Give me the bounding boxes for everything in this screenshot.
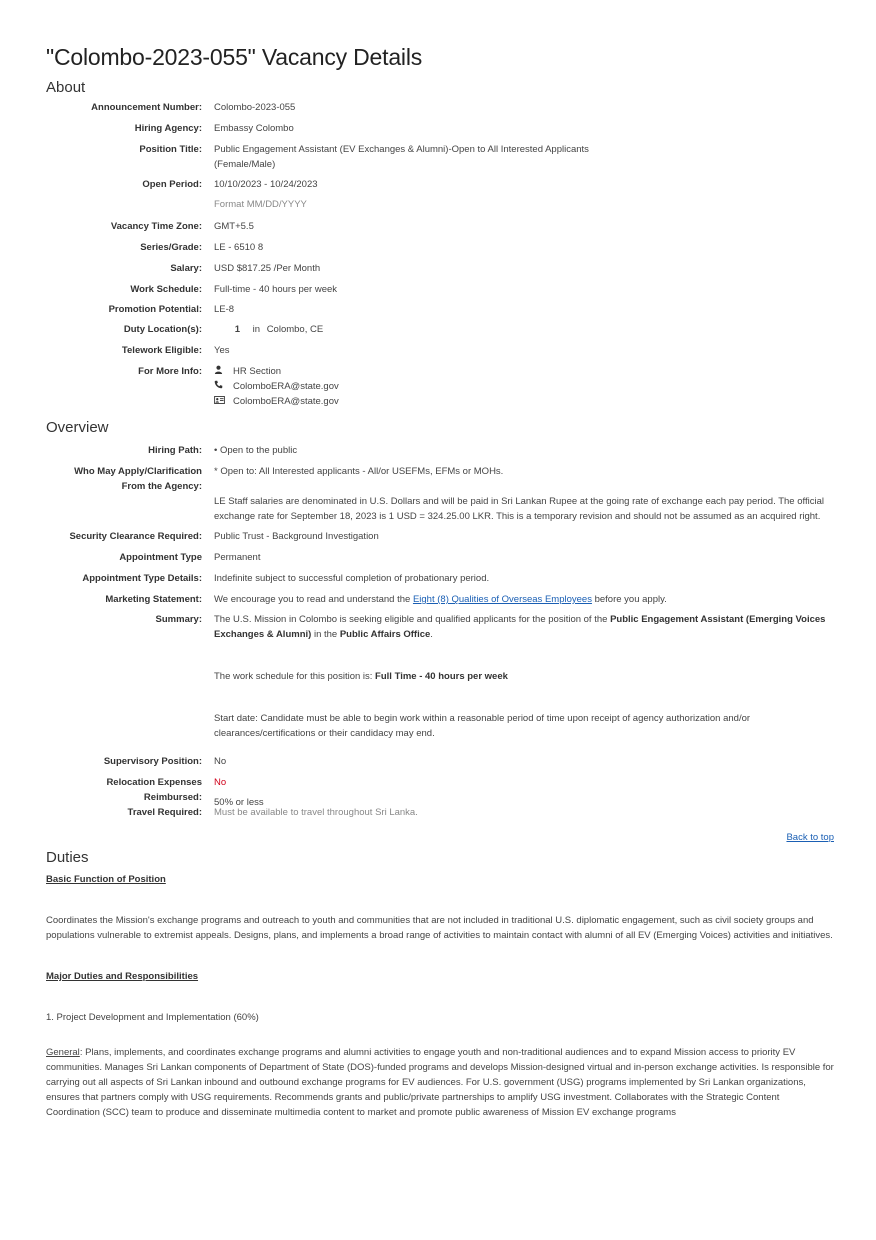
marketing-label: Marketing Statement: bbox=[105, 594, 202, 605]
duty-place: Colombo, CE bbox=[266, 324, 324, 335]
timezone-row bbox=[46, 219, 834, 234]
exchange-rate-note: LE Staff salaries are denominated in U.S. Dollars and will be paid in Sri Lankan Rupee at the going rate of exchange each pay period. The official exchange rate for September 18, 2023 is 1 USD = 324.25.00 LKR. This is a temporary revision and should not be assumed as an acquired right. bbox=[214, 496, 824, 522]
relocation-no: No bbox=[214, 777, 227, 788]
agency-label: Hiring Agency: bbox=[134, 123, 202, 134]
info-label: For More Info: bbox=[138, 366, 202, 377]
contact-name: HR Section bbox=[233, 366, 282, 377]
position-value bbox=[214, 142, 830, 172]
summary-paragraph-1 bbox=[214, 612, 830, 642]
announcement-label: Announcement Number: bbox=[91, 102, 202, 113]
position-value-line2: (Female/Male) bbox=[214, 159, 276, 170]
clearance-value: Public Trust - Background Investigation bbox=[214, 531, 379, 542]
summary-value bbox=[214, 612, 830, 741]
promotion-label: Promotion Potential: bbox=[108, 304, 202, 315]
grade-row bbox=[46, 240, 834, 255]
travel-value: Must be available to travel throughout Sri Lanka. bbox=[214, 807, 418, 818]
salary-label: Salary: bbox=[170, 263, 202, 274]
summary-paragraph-2 bbox=[214, 669, 830, 684]
vacancy-page bbox=[46, 42, 834, 1120]
telework-label: Telework Eligible: bbox=[121, 345, 202, 356]
promotion-value: LE-8 bbox=[214, 304, 235, 315]
period-row bbox=[46, 177, 834, 212]
summary-p2-schedule: Full Time - 40 hours per week bbox=[375, 671, 508, 682]
appointment-details-value: Indefinite subject to successful completion of probationary period. bbox=[214, 573, 490, 584]
contact-phone: ColomboERA@state.gov bbox=[233, 381, 339, 392]
marketing-pre: We encourage you to read and understand the bbox=[214, 594, 413, 605]
contact-email-line bbox=[214, 394, 830, 409]
hiring-path-row bbox=[46, 443, 834, 458]
phone-icon bbox=[214, 379, 227, 394]
announcement-row bbox=[46, 100, 834, 115]
major-duties-title: Major Duties and Responsibilities bbox=[46, 971, 199, 982]
basic-function-text: Coordinates the Mission's exchange programs and outreach to youth and communities that are not included in traditional U.S. diplomatic engagement, such as civil society groups and populations vulnerable to extremist appeals. Designs, plans, and implements a broad range of activities to maintain contact with alumni of all EV (Emerging Voices) activities and initiatives. bbox=[46, 915, 833, 941]
schedule-row bbox=[46, 282, 834, 297]
salary-value: USD $817.25 /Per Month bbox=[214, 263, 321, 274]
telework-value: Yes bbox=[214, 345, 230, 356]
relocation-label-line1: Relocation Expenses bbox=[106, 777, 202, 788]
who-label-line1: Who May Apply/Clarification bbox=[74, 466, 202, 477]
appointment-label: Appointment Type bbox=[119, 552, 202, 563]
schedule-value: Full-time - 40 hours per week bbox=[214, 284, 338, 295]
duty-row bbox=[46, 322, 834, 337]
general-label: General bbox=[46, 1047, 80, 1058]
appointment-value: Permanent bbox=[214, 552, 261, 563]
grade-value: LE - 6510 8 bbox=[214, 242, 264, 253]
hiring-path-value: • Open to the public bbox=[214, 445, 298, 456]
marketing-post: before you apply. bbox=[591, 594, 667, 605]
relocation-extra: 50% or less bbox=[214, 797, 264, 808]
schedule-label: Work Schedule: bbox=[130, 284, 202, 295]
contact-phone-line bbox=[214, 379, 830, 394]
summary-p1-office: Public Affairs Office bbox=[339, 629, 431, 640]
marketing-row bbox=[46, 592, 834, 607]
salary-row bbox=[46, 261, 834, 276]
summary-p1-text: The U.S. Mission in Colombo is seeking eligible and qualified applicants for the position of the bbox=[214, 614, 611, 625]
supervisory-label: Supervisory Position: bbox=[103, 756, 202, 767]
hiring-path-label: Hiring Path: bbox=[148, 445, 202, 456]
travel-label: Travel Required: bbox=[127, 807, 202, 818]
appointment-details-label: Appointment Type Details: bbox=[82, 573, 202, 584]
period-value: 10/10/2023 - 10/24/2023 bbox=[214, 179, 318, 190]
period-value-block bbox=[214, 177, 830, 212]
marketing-value bbox=[214, 592, 830, 607]
agency-value: Embassy Colombo bbox=[214, 123, 294, 134]
period-format-hint: Format MM/DD/YYYY bbox=[214, 199, 307, 210]
summary-p1-position: Public Engagement Assistant (Emerging Voices Exchanges & Alumni) bbox=[214, 614, 826, 640]
summary-row bbox=[46, 612, 834, 741]
telework-row bbox=[46, 343, 834, 358]
period-label: Open Period: bbox=[142, 179, 202, 190]
back-to-top-link[interactable]: Back to top bbox=[786, 832, 834, 843]
general-paragraph bbox=[46, 1045, 834, 1120]
summary-p1-in: in the bbox=[311, 629, 340, 640]
who-label-line2: From the Agency: bbox=[121, 481, 202, 492]
travel-row bbox=[46, 805, 834, 820]
agency-row bbox=[46, 121, 834, 136]
supervisory-row bbox=[46, 754, 834, 769]
relocation-label-line2: Reimbursed: bbox=[143, 792, 202, 803]
position-label: Position Title: bbox=[139, 144, 202, 155]
appointment-row bbox=[46, 550, 834, 565]
duty-label: Duty Location(s): bbox=[123, 324, 202, 335]
clearance-label: Security Clearance Required: bbox=[69, 531, 202, 542]
announcement-value: Colombo-2023-055 bbox=[214, 102, 296, 113]
position-row bbox=[46, 142, 834, 172]
summary-p1-end: . bbox=[430, 629, 433, 640]
who-value bbox=[214, 464, 830, 524]
about-heading: About bbox=[46, 79, 86, 96]
general-text: : Plans, implements, and coordinates exchange programs and alumni activities to engage youth and non-traditional audiences and to expand Mission access to priority EV communities. Manages Sri Lankan components of Department of State (DOS)-funded programs and develops Mission-designed virtual and in-person exchange activities. Is responsible for carrying out all aspects of Sri Lankan inbound and outbound exchange programs for EV audiences. For U.S. government (USG) programs implemented by Sri Lankan organizations, ensures that partners comply with USG requirements. Recommends grants and public/private partnerships to amplify USG investment. Collaborates with the Strategic Content Coordination (SCC) team to produce and disseminate multimedia content to market and promote public awareness of Mission EV exchange programs bbox=[46, 1047, 834, 1118]
duties-heading: Duties bbox=[46, 849, 89, 866]
position-value-line1: Public Engagement Assistant (EV Exchanges & Alumni)-Open to All Interested Applicants bbox=[214, 144, 589, 155]
basic-function-title: Basic Function of Position bbox=[46, 874, 166, 885]
about-fields bbox=[46, 100, 834, 409]
duty-value bbox=[214, 322, 830, 337]
who-row bbox=[46, 464, 834, 524]
summary-p2-text: The work schedule for this position is: bbox=[214, 671, 376, 682]
info-row bbox=[46, 364, 834, 409]
info-value bbox=[214, 364, 830, 409]
grade-label: Series/Grade: bbox=[140, 242, 202, 253]
timezone-label: Vacancy Time Zone: bbox=[110, 221, 202, 232]
overview-heading: Overview bbox=[46, 419, 109, 436]
duty-count: 1 bbox=[234, 324, 240, 335]
contact-name-line bbox=[214, 364, 830, 379]
summary-paragraph-3: Start date: Candidate must be able to begin work within a reasonable period of time upon receipt of agency authorization and/or clearances/certifications or their candidacy may end. bbox=[214, 713, 751, 739]
contact-email[interactable]: ColomboERA@state.gov bbox=[233, 396, 339, 407]
timezone-value: GMT+5.5 bbox=[214, 221, 254, 232]
supervisory-value: No bbox=[214, 756, 227, 767]
page-title: "Colombo-2023-055" Vacancy Details bbox=[46, 44, 423, 70]
contact-card-icon bbox=[214, 394, 227, 409]
clearance-row bbox=[46, 529, 834, 544]
promotion-row bbox=[46, 302, 834, 317]
person-icon bbox=[214, 364, 227, 379]
back-to-top-bar bbox=[46, 820, 834, 846]
summary-label: Summary: bbox=[155, 614, 202, 625]
qualities-link[interactable]: Eight (8) Qualities of Overseas Employees bbox=[412, 594, 592, 605]
who-label bbox=[46, 464, 202, 524]
who-open-to: * Open to: All Interested applicants - All/or USEFMs, EFMs or MOHs. bbox=[214, 466, 504, 477]
duty-in: in bbox=[252, 324, 261, 335]
overview-fields bbox=[46, 443, 834, 820]
duty-item-1: 1. Project Development and Implementation (60%) bbox=[46, 1012, 259, 1023]
appointment-details-row bbox=[46, 571, 834, 586]
